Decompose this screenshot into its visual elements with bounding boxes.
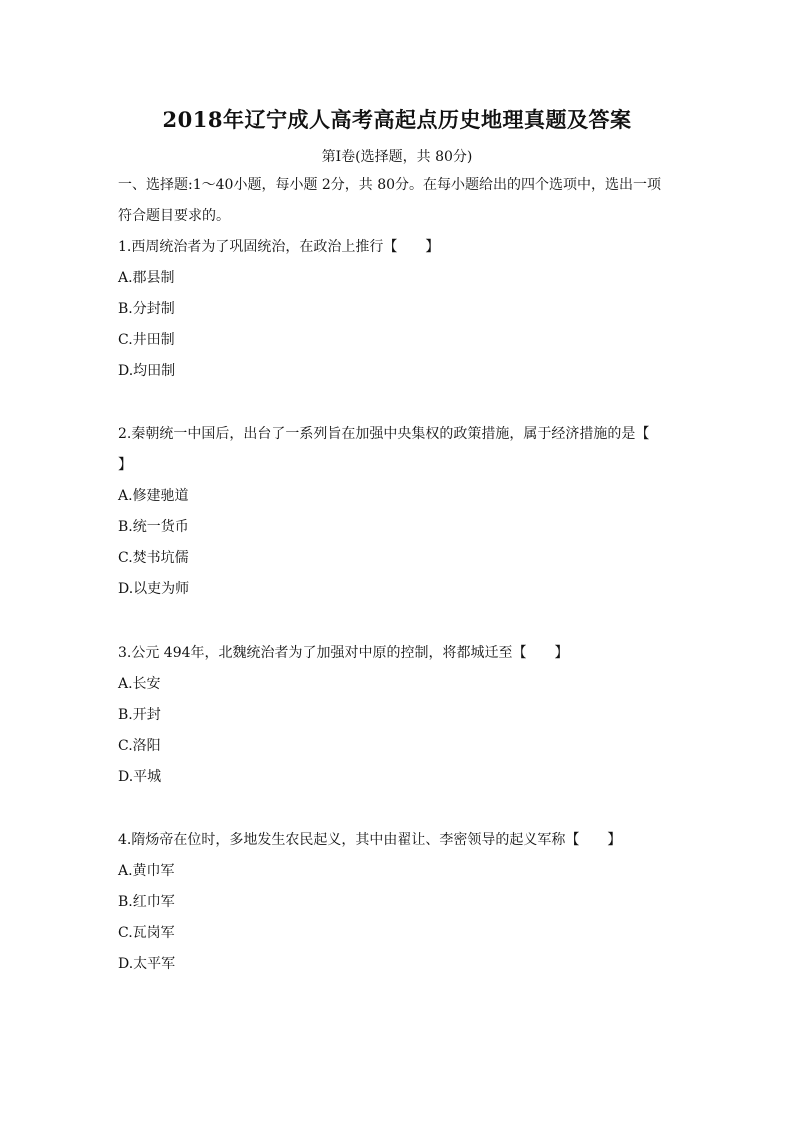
- question-2-option-d: D.以吏为师: [118, 581, 190, 597]
- section-subtitle: 第Ⅰ卷(选择题，共 80分): [321, 149, 473, 165]
- question-3-option-b: B.开封: [118, 707, 161, 723]
- question-1-option-b: B.分封制: [118, 301, 175, 317]
- question-2-stem: 2.秦朝统一中国后，出台了一系列旨在加强中央集权的政策措施，属于经济措施的是【: [118, 426, 650, 442]
- question-2-stem-continued: 】: [118, 457, 132, 473]
- instructions-line-1: 一、选择题:1～40小题，每小题 2分，共 80分。在每小题给出的四个选项中，选出一项: [118, 177, 662, 193]
- question-1-option-d: D.均田制: [118, 363, 176, 379]
- question-1-stem: 1.西周统治者为了巩固统治，在政治上推行【 】: [118, 239, 440, 255]
- document-title: 2018年辽宁成人高考高起点历史地理真题及答案: [162, 107, 632, 132]
- question-1-option-c: C.井田制: [118, 332, 175, 348]
- question-3-stem: 3.公元 494年，北魏统治者为了加强对中原的控制，将都城迁至【 】: [118, 645, 569, 661]
- question-3-option-c: C.洛阳: [118, 738, 161, 754]
- question-2-option-c: C.焚书坑儒: [118, 550, 189, 566]
- question-4-stem: 4.隋炀帝在位时，多地发生农民起义，其中由翟让、李密领导的起义军称【 】: [118, 832, 622, 848]
- question-3-option-d: D.平城: [118, 769, 162, 785]
- question-4-option-c: C.瓦岗军: [118, 925, 175, 941]
- question-2-option-b: B.统一货币: [118, 519, 189, 535]
- question-1-option-a: A.郡县制: [118, 270, 175, 286]
- question-4-option-d: D.太平军: [118, 956, 176, 972]
- instructions-line-2: 符合题目要求的。: [118, 208, 230, 224]
- question-3-option-a: A.长安: [118, 676, 161, 692]
- question-2-option-a: A.修建驰道: [118, 488, 189, 504]
- question-4-option-a: A.黄巾军: [118, 863, 175, 879]
- question-4-option-b: B.红巾军: [118, 894, 175, 910]
